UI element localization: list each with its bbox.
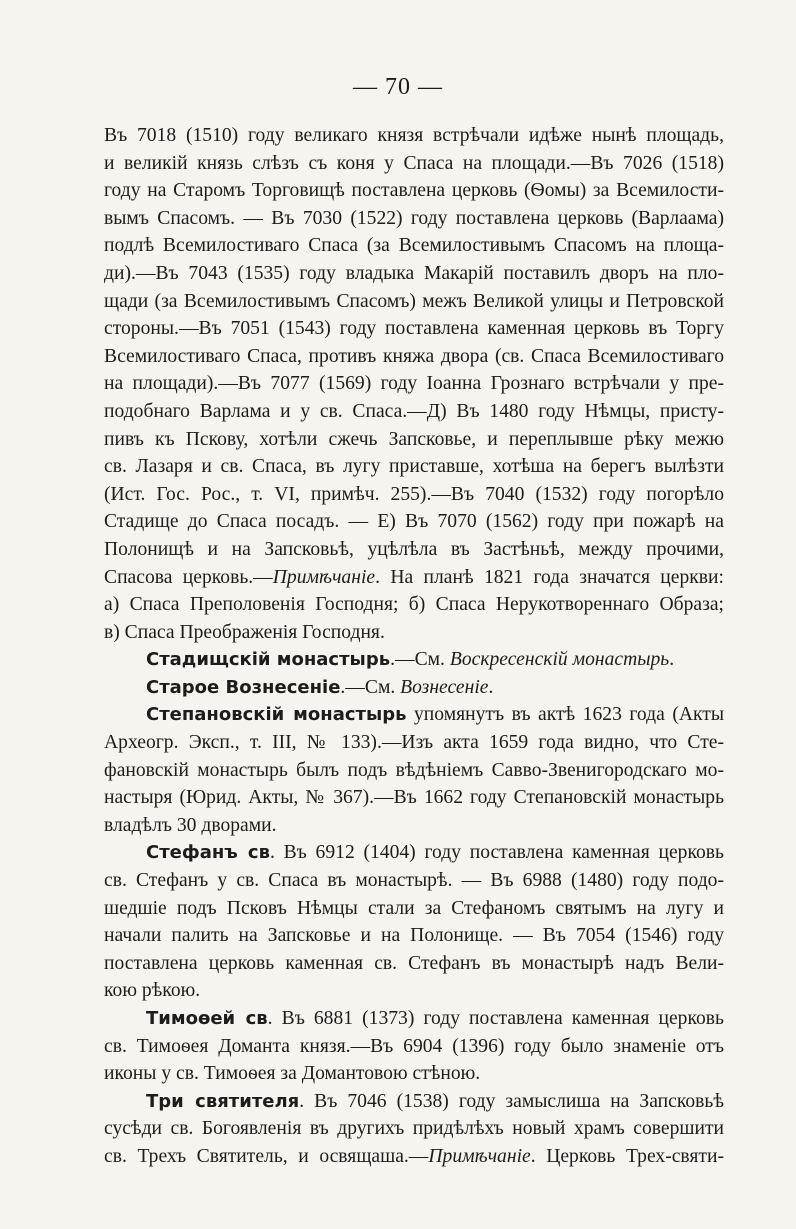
text-line: сусѣди св. Богоявленія въ другихъ придѣлѣхъ новый храмъ совершити [104,1118,724,1140]
text-line: поставлена церковь каменная св. Стефанъ въ монастырѣ надъ Вели- [104,952,724,974]
text-line: году на Старомъ Торговищѣ поставлена церковь (Ѳомы) за Всемилости- [104,180,724,202]
text-line: в) Спаса Преображенія Господня. [104,621,385,643]
text-line: щади (за Всемилостивымъ Спасомъ) межъ Великой улицы и Петровской [104,290,724,312]
text-line: начали палить на Запсковье и на Полонище. — Въ 7054 (1546) году [104,925,724,947]
text-line: Всемилостиваго Спаса, противъ княжа двора (св. Спаса Всемилостиваго [104,345,724,367]
text-line: Стадище до Спаса посадъ. — Е) Въ 7070 (1562) году при пожарѣ на [104,511,724,533]
text-line: фановскій монастырь былъ подъ вѣдѣніемъ Савво-Звенигородскаго мо- [104,759,724,781]
note-reference: Примѣчаніе [272,566,376,588]
text-segment: Спасова церковь.— [104,566,273,588]
entry-stepanovsky [104,701,724,729]
entry-stadishchsky [104,646,724,674]
text-line: пивъ къ Пскову, хотѣли сжечь Запсковье, и переплывше рѣку межю [104,428,724,450]
note-reference: Примѣчаніе [428,1145,531,1167]
text-segment: . На планѣ 1821 года значатся церкви: [375,566,724,588]
text-line: Археогр. Эксп., т. III, № 133).—Изъ акта 1659 года видно, что Сте- [104,732,724,754]
text-line [104,564,724,592]
text-line: подобнаго Варлама и у св. Спаса.—Д) Въ 1480 году Нѣмцы, присту- [104,400,724,422]
text-segment: св. Трехъ Святитель, и освящаша.— [104,1145,429,1167]
text-segment: упомянутъ въ актѣ 1623 года (Акты [406,704,724,726]
text-segment: . Въ 6912 (1404) году поставлена каменная церковь [269,842,724,864]
text-line: на площади).—Въ 7077 (1569) году Іоанна Грознаго встрѣчали у пре- [104,373,724,395]
text-line: и великій князь слѣзъ съ коня у Спаса на площади.—Въ 7026 (1518) [104,152,724,174]
cross-reference: Вознесеніе [400,676,489,698]
text-segment: . [669,649,675,671]
text-line: Въ 7018 (1510) году великаго князя встрѣчали идѣже нынѣ площадь, [104,125,724,146]
text-line: кою рѣкою. [104,980,201,1002]
text-segment: .—См. [340,676,401,698]
text-line: вымъ Спасомъ. — Въ 7030 (1522) году поставлена церковь (Варлаама) [104,207,724,229]
text-line: св. Стефанъ у св. Спаса въ монастырѣ. — Въ 6988 (1480) году подо- [104,870,724,892]
text-line: св. Лазаря и св. Спаса, въ лугу приставше, хотѣша на берегъ вылѣзти [104,456,724,478]
text-line: св. Тимоѳея Доманта князя.—Въ 6904 (1396) году было знаменіе отъ [104,1035,724,1057]
text-segment: .—См. [390,649,450,671]
text-line: владѣлъ 30 дворами. [104,814,277,836]
entry-timofei [104,1005,724,1033]
entry-heading: Три святителя [146,1090,300,1112]
body-text [104,122,724,1171]
entry-heading: Старое Вознесеніе [146,676,341,698]
entry-tri-svyatitelya [104,1088,724,1116]
text-line: стороны.—Въ 7051 (1543) году поставлена каменная церковь въ Торгу [104,318,724,340]
text-line: (Ист. Гос. Рос., т. VI, примѣч. 255).—Въ 7040 (1532) году погорѣло [104,483,724,505]
text-segment: . Въ 7046 (1538) году замыслиша на Запсковьѣ [299,1090,724,1112]
text-line: подлѣ Всемилостиваго Спаса (за Всемилостивымъ Спасомъ на площа- [104,235,724,257]
text-line: Полонищѣ и на Запсковьѣ, уцѣлѣла въ Застѣньѣ, между прочими, [104,538,724,560]
text-segment: . [488,676,494,698]
text-segment: . Церковь Трех-святи- [530,1145,725,1167]
cross-reference: Воскресенскій монастырь [449,649,670,671]
page-number: — 70 — [353,74,443,100]
text-line: а) Спаса Преполовенія Господня; б) Спаса Нерукотвореннаго Образа; [104,594,724,616]
entry-heading: Стефанъ св [146,842,270,864]
entry-heading: Тимоѳей св [146,1008,268,1029]
entry-stefan [104,839,724,867]
text-line: настыря (Юрид. Акты, № 367).—Въ 1662 году Степановскій монастырь [104,787,724,809]
entry-staroe-voznesenie [104,674,724,702]
text-line [104,1143,724,1171]
text-line: ди).—Въ 7043 (1535) году владыка Макарій поставилъ дворъ на пло- [104,262,724,284]
text-line: иконы у св. Тимоѳея за Домантовою стѣною. [104,1063,481,1085]
text-segment: . Въ 6881 (1373) году поставлена каменная церковь [267,1008,724,1029]
text-line: шедшіе подъ Псковъ Нѣмцы стали за Стефаномъ святымъ на лугу и [104,897,724,919]
entry-heading: Степановскій монастырь [146,704,407,726]
entry-heading: Стадищскій монастырь [146,649,391,671]
